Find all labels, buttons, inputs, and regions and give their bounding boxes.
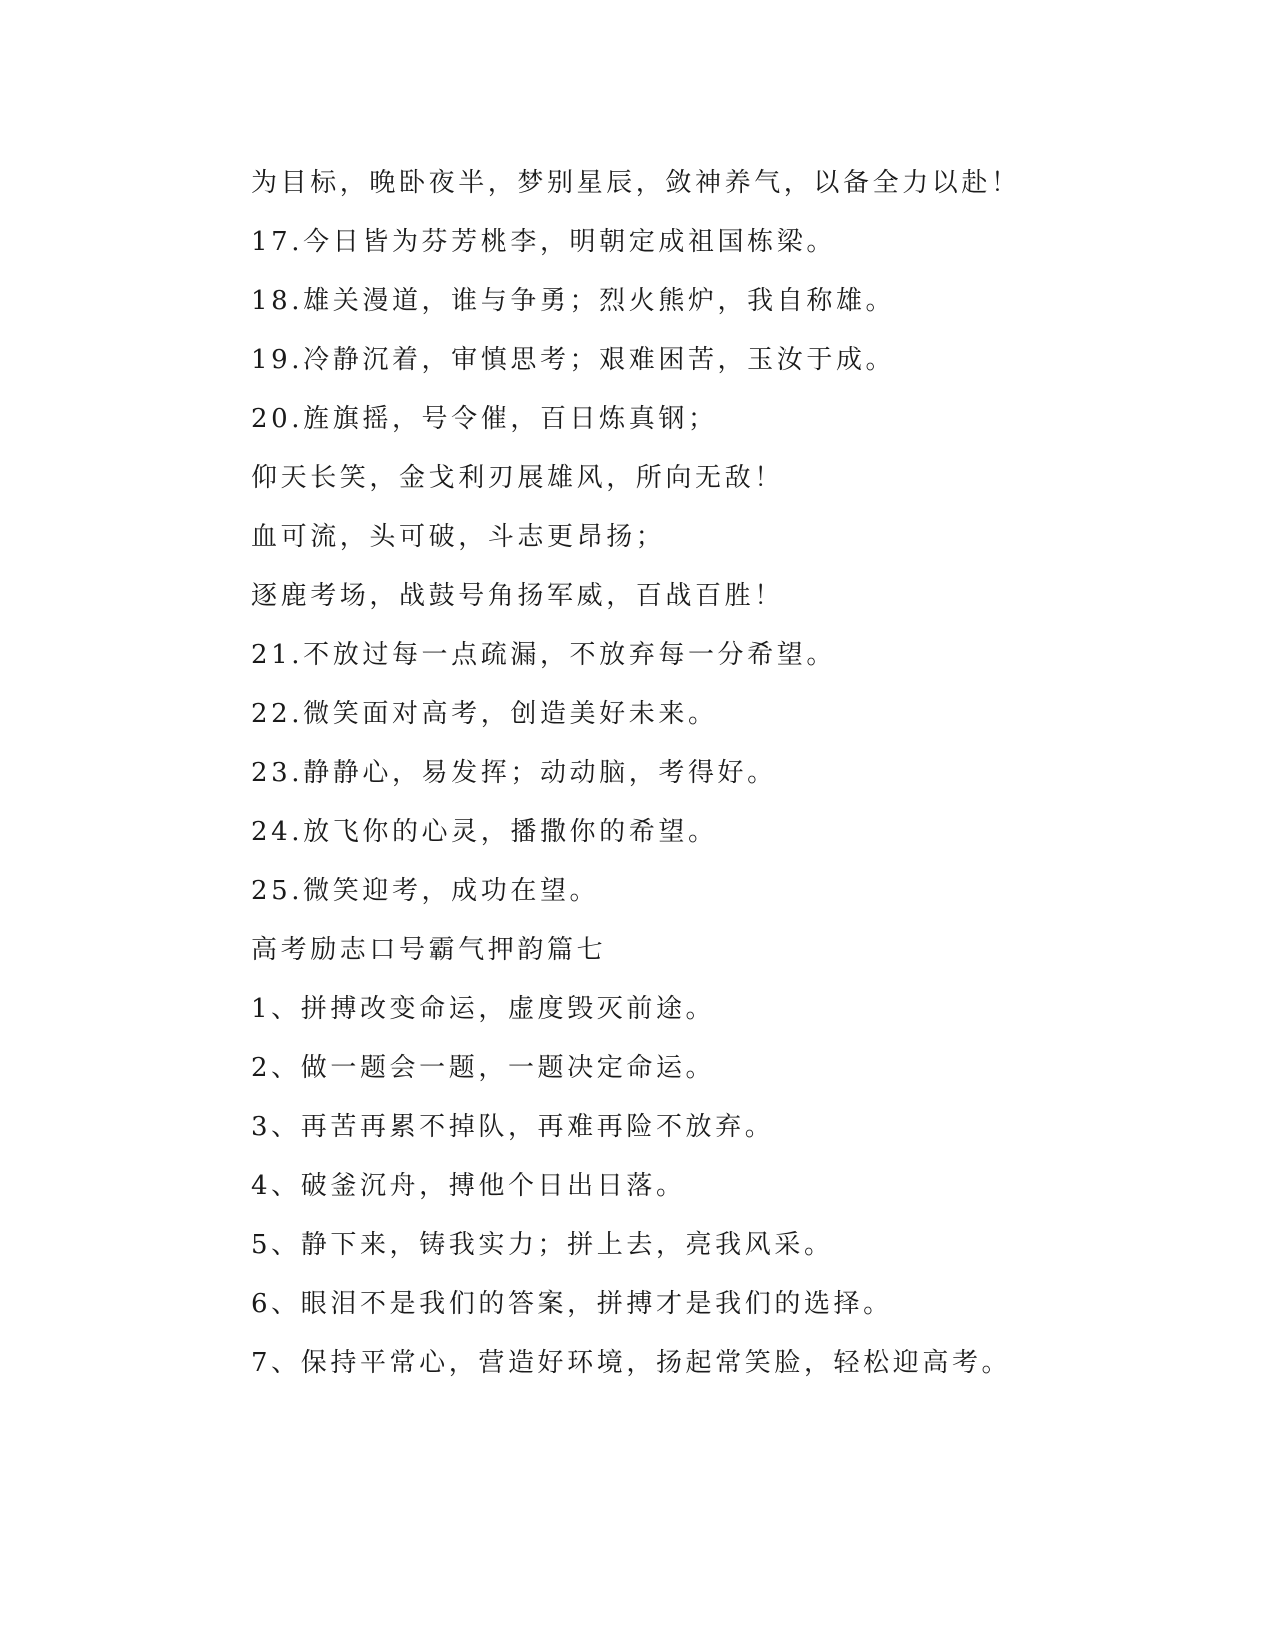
- text-line: 25.微笑迎考，成功在望。: [251, 876, 600, 906]
- text-line: 24.放飞你的心灵，播撒你的希望。: [251, 817, 718, 847]
- text-line: 1、拼搏改变命运，虚度毁灭前途。: [251, 994, 716, 1024]
- text-line: 3、再苦再累不掉队，再难再险不放弃。: [251, 1112, 775, 1142]
- text-line: 22.微笑面对高考，创造美好未来。: [251, 699, 718, 729]
- text-line: 逐鹿考场，战鼓号角扬军威，百战百胜！: [251, 581, 784, 611]
- text-line: 2、做一题会一题，一题决定命运。: [251, 1053, 716, 1083]
- text-line: 7、保持平常心，营造好环境，扬起常笑脸，轻松迎高考。: [251, 1348, 1012, 1378]
- text-line: 20.旌旗摇，号令催，百日炼真钢；: [251, 404, 718, 434]
- document-body: [251, 161, 1021, 1400]
- text-line: 17.今日皆为芬芳桃李，明朝定成祖国栋梁。: [251, 227, 836, 257]
- section-heading: 高考励志口号霸气押韵篇七: [251, 935, 607, 965]
- text-line: 4、破釜沉舟，搏他个日出日落。: [251, 1171, 686, 1201]
- text-line: 5、静下来，铸我实力；拼上去，亮我风采。: [251, 1230, 834, 1260]
- text-line: 18.雄关漫道，谁与争勇；烈火熊炉，我自称雄。: [251, 286, 896, 316]
- text-line: 21.不放过每一点疏漏，不放弃每一分希望。: [251, 640, 836, 670]
- text-line: 19.冷静沉着，审慎思考；艰难困苦，玉汝于成。: [251, 345, 896, 375]
- text-line: 6、眼泪不是我们的答案，拼搏才是我们的选择。: [251, 1289, 893, 1319]
- text-line: 23.静静心，易发挥；动动脑，考得好。: [251, 758, 777, 788]
- text-line: 血可流，头可破，斗志更昂扬；: [251, 522, 666, 552]
- text-line: 仰天长笑，金戈利刃展雄风，所向无敌！: [251, 463, 784, 493]
- text-line: 为目标，晚卧夜半，梦别星辰，敛神养气，以备全力以赴！: [251, 168, 1021, 198]
